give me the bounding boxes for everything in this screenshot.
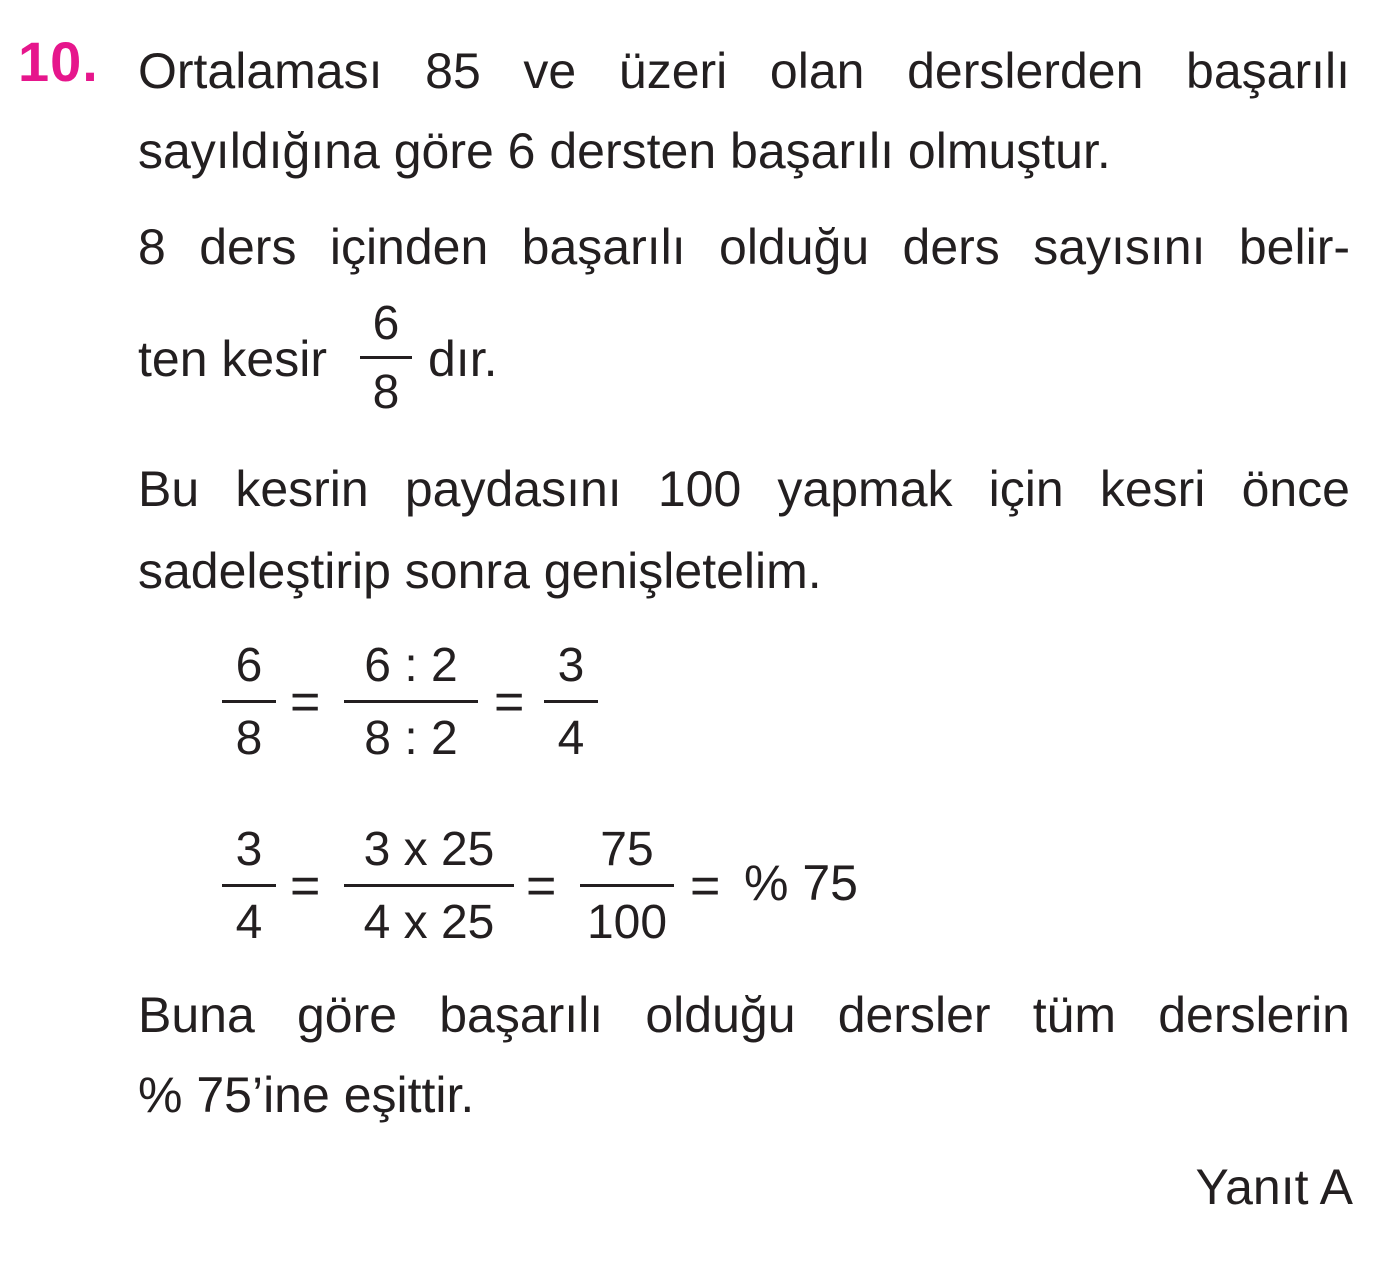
percent-result: % 75 [744,855,858,911]
fraction-bar [344,700,478,703]
fraction-numerator: 6 [235,639,263,692]
fraction-6-8 [222,639,276,765]
fraction-denominator: 4 x 25 [363,896,495,949]
fraction-bar [344,884,514,887]
answer-label: Yanıt A [1195,1159,1353,1215]
fraction-bar [544,700,598,703]
equals-sign: = [690,857,721,915]
inline-fraction-numerator: 6 [372,297,400,350]
fraction-3-4 [544,639,598,765]
fraction-6div2-8div2 [344,639,478,765]
fraction-denominator: 100 [586,896,668,949]
inline-fraction-denominator: 8 [372,366,400,419]
question-number: 10. [18,30,99,93]
fraction-numerator: 6 : 2 [364,639,458,692]
fraction-denominator: 8 [235,712,263,765]
equals-sign: = [290,857,321,915]
fraction-bar [580,884,674,887]
question-line-6: sadeleştirip sonra genişletelim. [138,543,822,599]
equation-row-1 [0,639,1385,782]
question-line-3: 8 ders içinden başarılı olduğu ders sayısını belir- [138,219,1350,275]
fraction-3x25-4x25 [344,823,514,949]
fraction-denominator: 4 [557,712,585,765]
fraction-75-100 [580,823,674,949]
question-line-7: Buna göre başarılı olduğu dersler tüm derslerin [138,987,1350,1043]
fraction-numerator: 75 [600,823,654,876]
fraction-denominator: 8 : 2 [364,712,458,765]
question-line-4-end: dır. [428,331,498,387]
question-line-5: Bu kesrin paydasını 100 yapmak için kesri önce [138,461,1350,517]
fraction-numerator: 3 x 25 [363,823,495,876]
question-line-2: sayıldığına göre 6 dersten başarılı olmuştur. [138,123,1111,179]
fraction-bar [222,700,276,703]
fraction-bar [222,884,276,887]
equals-sign: = [526,857,557,915]
equals-sign: = [290,673,321,731]
fraction-bar [360,356,412,359]
question-line-4-start: ten kesir [138,331,327,387]
question-line-8: % 75’ine eşittir. [138,1067,475,1123]
fraction-denominator: 4 [235,896,263,949]
fraction-numerator: 3 [235,823,263,876]
fraction-numerator: 3 [557,639,585,692]
equals-sign: = [494,673,525,731]
inline-fraction [360,297,412,419]
fraction-3-4 [222,823,276,949]
equation-row-2 [0,823,1385,966]
question-line-1: Ortalaması 85 ve üzeri olan derslerden başarılı [138,43,1350,99]
